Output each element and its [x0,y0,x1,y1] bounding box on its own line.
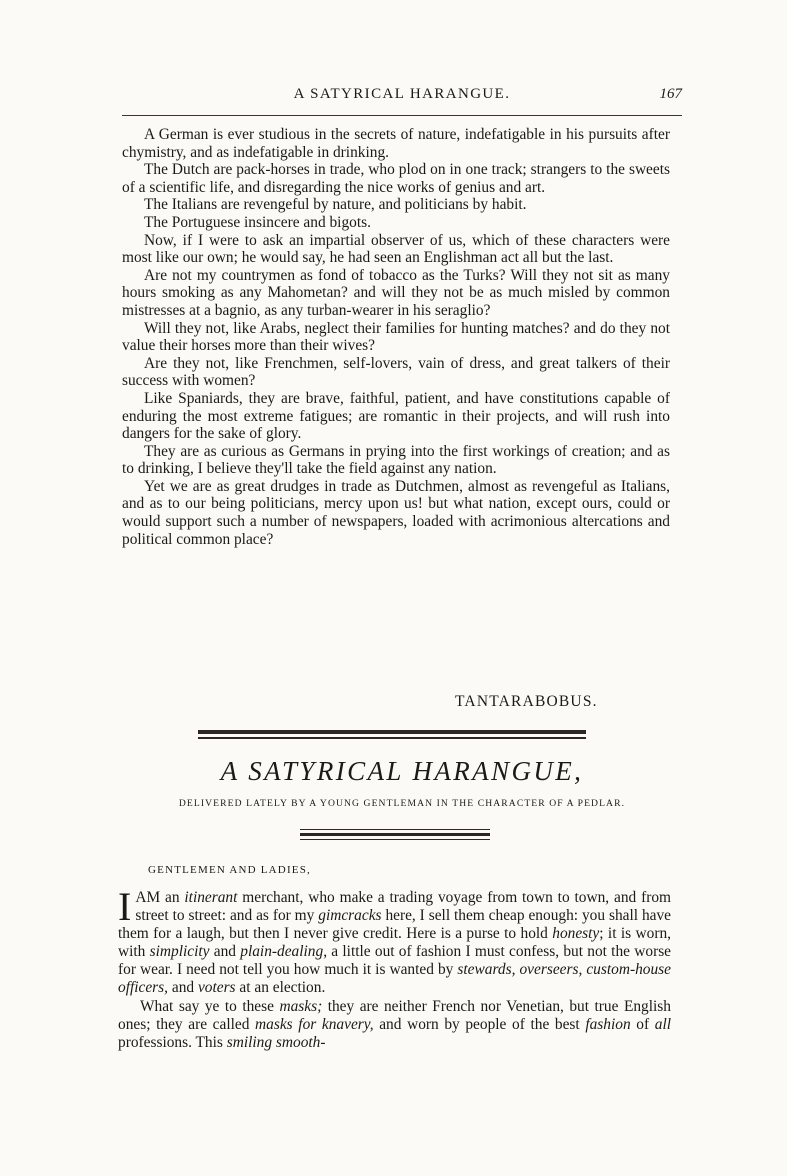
text-run: , a little out of fashion I must confess, but not the worse for wear. I need not tell you how much it is wanted by [118,943,672,979]
title-ornament-rule [300,839,490,840]
italic-run: itinerant [184,889,238,906]
essay-paragraph: Yet we are as great drudges in trade as Dutchmen, almost as revengeful as Italians, and as to our being politicians, mercy upon us! but what nation, except ours, could or would support such a number of newspapers, loaded with acrimonious altercations and political common place? [122,477,670,548]
italic-run: stewards, overseers, custom-house officers, [118,961,671,997]
text-run: and [209,943,241,961]
italic-run: honesty [552,925,600,943]
running-head-title: A SATYRICAL HARANGUE. [293,86,511,102]
text-run: of [630,1015,655,1033]
essay-paragraph: Are they not, like Frenchmen, self-lovers, vain of dress, and great talkers of their success with women? [122,354,670,390]
italic-run: smiling smooth- [226,1033,326,1051]
text-run: and worn by people of the best [373,1015,586,1033]
essay-paragraph: Will they not, like Arabs, neglect their families for hunting matches? and do they not value their horses more than their wives? [122,319,670,355]
speech-body [118,884,672,1052]
essay-body [122,126,670,548]
essay-paragraph: The Portuguese insincere and bigots. [144,213,371,231]
essay-paragraph: The Italians are revengeful by nature, and politicians by habit. [144,196,527,214]
page-number: 167 [659,86,682,102]
essay-paragraph: Now, if I were to ask an impartial observer of us, which of these characters were most like our own; he would say, he had seen an Englishman act all but the last. [122,231,670,267]
essay-paragraph: A German is ever studious in the secrets of nature, indefatigable in his pursuits after chymistry, and as indefatigable in drinking. [122,126,670,161]
speech-paragraph [118,884,672,998]
section-divider-thin [198,737,586,739]
article-subtitle: DELIVERED LATELY BY A YOUNG GENTLEMAN IN THE CHARACTER OF A PEDLAR. [178,798,626,809]
italic-run: voters [197,979,236,997]
text-run: at an election. [235,979,326,997]
text-run: and [168,979,198,997]
title-ornament-rule [300,829,490,830]
text-run: they are neither French nor Venetian, but true English ones; they are called [118,997,671,1033]
section-divider [198,730,586,734]
essay-paragraph: Like Spaniards, they are brave, faithful, patient, and have constitutions capable of enduring the most extreme fatigues; are romantic in their projects, and will rush into dangers for the sake of glory. [122,389,670,443]
title-ornament-rule [300,833,490,836]
italic-run: gimcracks [318,907,382,925]
text-run: ; it is worn, with [118,925,671,961]
essay-paragraph: The Dutch are pack-horses in trade, who plod on in one track; strangers to the sweets of a scientific life, and disregarding the nice works of genius and art. [122,161,670,196]
running-head [122,86,682,112]
text-run: professions. This [118,1033,227,1051]
italic-run: all [654,1015,671,1033]
italic-run: plain-dealing [240,943,324,961]
essay-signature: TANTARABOBUS. [455,693,598,710]
text-run: merchant, who make a trading voyage from town to town, and from street to street: and as for my [135,889,671,925]
italic-run: fashion [585,1015,631,1033]
essay-paragraph: They are as curious as Germans in prying into the first workings of creation; and as to drinking, I believe they'll take the field against any nation. [122,442,670,478]
text-run: here, I sell them cheap enough: you shall have them for a laugh, but then I never give credit. Here is a purse to hold [118,907,671,943]
speech-paragraph [118,998,671,1052]
italic-run: masks for knavery, [255,1015,374,1033]
essay-paragraph: Are not my countrymen as fond of tobacco as the Turks? Will they not sit as many hours smoking as any Mahometan? and will they not be as much misled by common mistresses at a bagnio, as any turban-wearer in his seraglio? [122,266,670,319]
text-run: What say ye to these [140,997,280,1015]
header-rule [122,115,682,116]
salutation: GENTLEMEN AND LADIES, [148,864,311,876]
italic-run: masks; [279,997,323,1015]
text-run: AM an [135,889,185,906]
drop-cap: I [118,884,132,929]
article-title: A SATYRICAL HARANGUE, [220,756,584,786]
italic-run: simplicity [149,943,210,961]
